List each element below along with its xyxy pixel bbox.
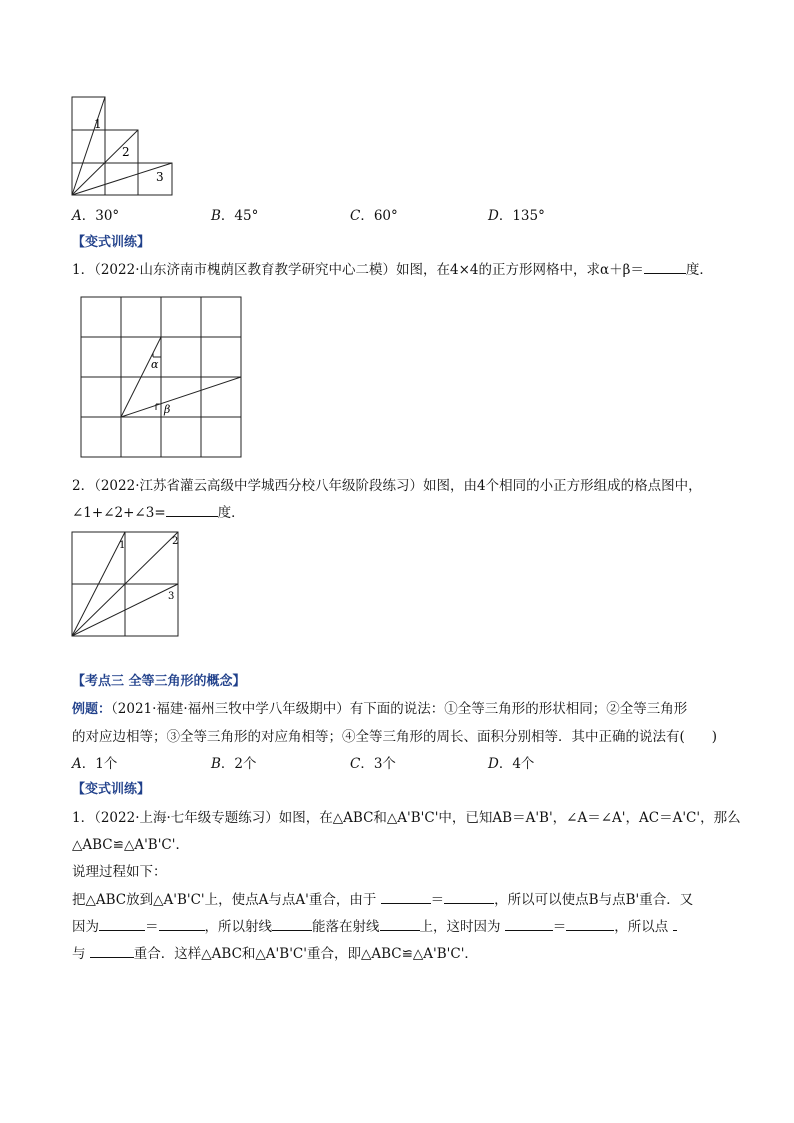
exercise-2-line-2: ∠1+∠2+∠3= 度．: [72, 502, 245, 523]
q0-option-a[interactable]: A．30°: [72, 208, 120, 224]
q0-option-b[interactable]: B．45°: [211, 208, 259, 224]
grid-4x4-figure: [80, 296, 244, 459]
variant-training-heading-2: 【变式训练】: [72, 782, 151, 797]
blank-5f[interactable]: [566, 916, 614, 931]
blank-5e[interactable]: [505, 916, 553, 931]
example-line-1: 例题：（2021·福建·福州三牧中学八年级期中）有下面的说法：①全等三角形的形状相同；②全等三角形: [72, 701, 688, 717]
example-option-d[interactable]: D．4个: [488, 756, 535, 772]
fig0-label-1: 1: [94, 117, 102, 131]
exercise-2-line-1: 2．（2022·江苏省灌云高级中学城西分校八年级阶段练习）如图，由4个相同的小正方形组成的格点图中，: [72, 478, 702, 494]
blank-5g[interactable]: [673, 916, 677, 931]
exercise-1-answer-blank[interactable]: [644, 259, 686, 274]
example-option-c[interactable]: C．3个: [350, 756, 396, 772]
q0-option-c[interactable]: C．60°: [350, 208, 398, 224]
exercise-3-line-1: 1．（2022·上海·七年级专题练习）如图，在△ABC和△A'B'C'中，已知AB＝A'B'，∠A＝∠A'，AC＝A'C'，那么: [72, 810, 741, 826]
staircase-angle-figure: [70, 95, 176, 197]
blank-4b[interactable]: [444, 889, 494, 904]
exercise-2-answer-blank[interactable]: [166, 502, 218, 517]
exercise-1-text: 1．（2022·山东济南市槐荫区教育教学研究中心二模）如图，在4×4的正方形网格中，求α＋β＝ 度．: [72, 259, 713, 280]
fig0-label-2: 2: [122, 145, 130, 159]
fig2-label-1: 1: [119, 540, 126, 551]
example-option-b[interactable]: B．2个: [211, 756, 257, 772]
example-line-2: 的对应边相等；③全等三角形的对应角相等；④全等三角形的周长、面积分别相等．其中正确的说法有( ): [72, 729, 718, 745]
fig2-label-3: 3: [168, 591, 175, 602]
kaodian-3-heading: 【考点三 全等三角形的概念】: [72, 674, 246, 689]
variant-training-heading: 【变式训练】: [72, 235, 151, 250]
fig2-label-2: 2: [172, 536, 179, 547]
blank-4a[interactable]: [381, 889, 431, 904]
fig0-label-3: 3: [156, 170, 164, 184]
blank-5a[interactable]: [99, 916, 145, 931]
exercise-3-line-3: 说理过程如下：: [72, 864, 167, 880]
exercise-3-line-4: 把△ABC放到△A'B'C'上，使点A与点A'重合，由于 ＝ ，所以可以使点B与点B'重合．又: [72, 889, 693, 910]
example-label: 例题：: [72, 702, 112, 717]
blank-5b[interactable]: [159, 916, 205, 931]
alpha-label: α: [151, 358, 159, 371]
blank-6a[interactable]: [90, 943, 134, 958]
blank-5c[interactable]: [272, 916, 312, 931]
exercise-3-line-6: 与 重合．这样△ABC和△A'B'C'重合，即△ABC≌△A'B'C'．: [72, 943, 478, 964]
q0-option-d[interactable]: D．135°: [488, 208, 545, 224]
beta-label: β: [164, 403, 171, 416]
exercise-3-line-2: △ABC≌△A'B'C'．: [72, 837, 189, 853]
grid-2x2-figure: [70, 530, 182, 638]
blank-5d[interactable]: [380, 916, 420, 931]
example-option-a[interactable]: A．1个: [72, 756, 118, 772]
exercise-3-line-5: 因为 ＝ ，所以射线 能落在射线 上，这时因为 ＝ ，所以点: [72, 916, 677, 937]
